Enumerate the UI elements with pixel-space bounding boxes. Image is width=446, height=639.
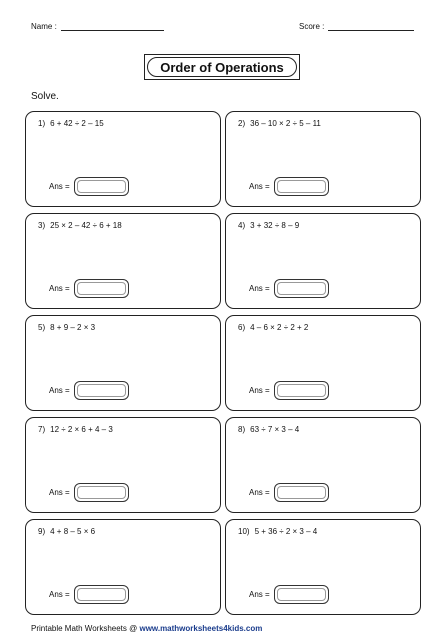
problem-grid xyxy=(25,111,421,615)
problem-text xyxy=(238,323,308,332)
answer-input-inner xyxy=(277,180,326,193)
problem-expression: 63 ÷ 7 × 3 – 4 xyxy=(250,425,300,434)
answer-row xyxy=(49,585,129,604)
answer-label: Ans = xyxy=(249,182,270,191)
problem-expression: 6 + 42 ÷ 2 – 15 xyxy=(50,119,104,128)
answer-input[interactable] xyxy=(274,177,329,196)
score-field xyxy=(299,20,414,31)
problem-number: 5) xyxy=(38,323,46,332)
problem-expression: 12 ÷ 2 × 6 + 4 – 3 xyxy=(50,425,113,434)
answer-input[interactable] xyxy=(74,483,129,502)
problem-card xyxy=(25,519,221,615)
answer-label: Ans = xyxy=(249,284,270,293)
problem-number: 1) xyxy=(38,119,46,128)
answer-input[interactable] xyxy=(74,585,129,604)
problem-card xyxy=(25,417,221,513)
problem-text xyxy=(238,425,299,434)
footer-url[interactable]: www.mathworksheets4kids.com xyxy=(139,624,263,633)
instruction-text: Solve. xyxy=(31,91,59,102)
answer-row xyxy=(249,585,329,604)
problem-expression: 8 + 9 – 2 × 3 xyxy=(50,323,96,332)
answer-input[interactable] xyxy=(74,381,129,400)
page-title: Order of Operations xyxy=(147,57,297,77)
answer-input-inner xyxy=(77,588,126,601)
problem-expression: 5 + 36 ÷ 2 × 3 – 4 xyxy=(254,527,318,536)
problem-card xyxy=(225,519,421,615)
problem-card xyxy=(225,111,421,207)
answer-input-inner xyxy=(77,180,126,193)
problem-expression: 25 × 2 – 42 ÷ 6 + 18 xyxy=(50,221,122,230)
answer-input-inner xyxy=(277,486,326,499)
problem-expression: 4 – 6 × 2 ÷ 2 + 2 xyxy=(250,323,309,332)
problem-expression: 36 – 10 × 2 ÷ 5 – 11 xyxy=(250,119,321,128)
problem-text xyxy=(238,221,299,230)
answer-row xyxy=(49,381,129,400)
problem-card xyxy=(225,213,421,309)
problem-card xyxy=(25,315,221,411)
name-line[interactable] xyxy=(61,20,164,31)
problem-card xyxy=(225,315,421,411)
answer-row xyxy=(249,177,329,196)
title-box xyxy=(144,54,300,80)
answer-input[interactable] xyxy=(74,177,129,196)
name-label: Name : xyxy=(31,22,57,31)
problem-number: 7) xyxy=(38,425,46,434)
answer-input[interactable] xyxy=(274,381,329,400)
problem-expression: 4 + 8 – 5 × 6 xyxy=(50,527,96,536)
answer-label: Ans = xyxy=(249,386,270,395)
name-field xyxy=(31,20,164,31)
score-line[interactable] xyxy=(328,20,414,31)
problem-number: 2) xyxy=(238,119,246,128)
answer-input-inner xyxy=(77,282,126,295)
answer-label: Ans = xyxy=(49,182,70,191)
problem-expression: 3 + 32 ÷ 8 – 9 xyxy=(250,221,300,230)
answer-label: Ans = xyxy=(249,488,270,497)
answer-row xyxy=(49,177,129,196)
answer-label: Ans = xyxy=(49,488,70,497)
answer-label: Ans = xyxy=(249,590,270,599)
problem-card xyxy=(25,111,221,207)
score-label: Score : xyxy=(299,22,325,31)
problem-text xyxy=(38,425,113,434)
problem-number: 4) xyxy=(238,221,246,230)
problem-text xyxy=(238,119,321,128)
answer-input-inner xyxy=(277,588,326,601)
problem-number: 6) xyxy=(238,323,246,332)
answer-input-inner xyxy=(77,384,126,397)
answer-row xyxy=(249,279,329,298)
answer-row xyxy=(249,381,329,400)
answer-input[interactable] xyxy=(274,279,329,298)
footer-prefix: Printable Math Worksheets @ xyxy=(31,624,140,633)
answer-input-inner xyxy=(277,282,326,295)
answer-input[interactable] xyxy=(274,483,329,502)
answer-input-inner xyxy=(77,486,126,499)
answer-row xyxy=(249,483,329,502)
problem-card xyxy=(225,417,421,513)
problem-text xyxy=(238,527,317,536)
footer xyxy=(31,624,262,633)
answer-label: Ans = xyxy=(49,590,70,599)
problem-card xyxy=(25,213,221,309)
problem-text xyxy=(38,323,95,332)
answer-input-inner xyxy=(277,384,326,397)
problem-text xyxy=(38,221,122,230)
answer-label: Ans = xyxy=(49,284,70,293)
problem-number: 10) xyxy=(238,527,250,536)
problem-text xyxy=(38,527,95,536)
answer-row xyxy=(49,279,129,298)
problem-text xyxy=(38,119,104,128)
answer-input[interactable] xyxy=(274,585,329,604)
problem-number: 9) xyxy=(38,527,46,536)
answer-label: Ans = xyxy=(49,386,70,395)
answer-row xyxy=(49,483,129,502)
problem-number: 3) xyxy=(38,221,46,230)
answer-input[interactable] xyxy=(74,279,129,298)
problem-number: 8) xyxy=(238,425,246,434)
